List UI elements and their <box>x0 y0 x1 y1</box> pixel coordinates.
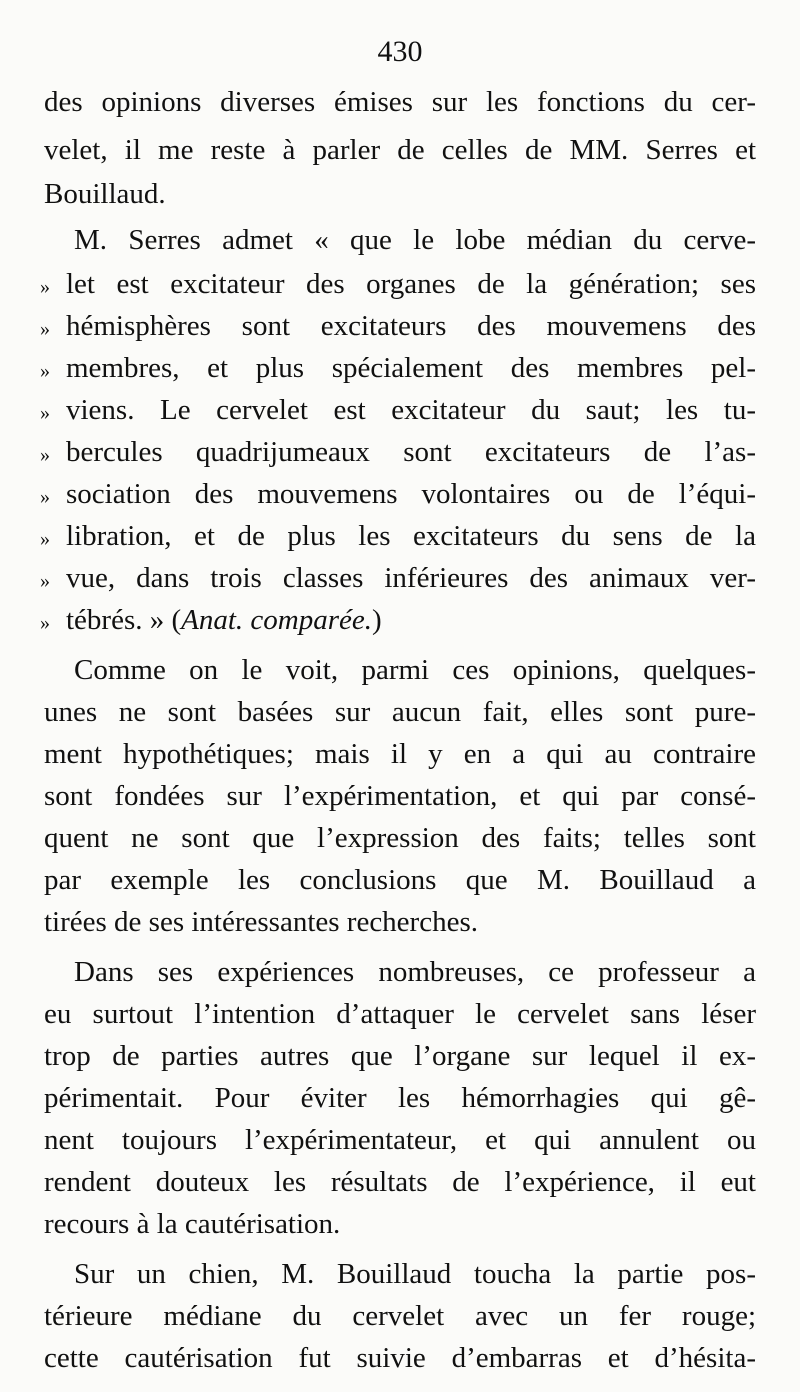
text-line: rendent douteux les résultats de l’expérience, il eut <box>44 1166 756 1198</box>
text-line: sont fondées sur l’expérimentation, et qui par consé- <box>44 780 756 812</box>
text-line: Sur un chien, M. Bouillaud toucha la partie pos- <box>74 1258 756 1290</box>
quoted-line <box>40 348 756 391</box>
text-line: cette cautérisation fut suivie d’embarras et d’hésita- <box>44 1342 756 1374</box>
quoted-text: hémisphères sont excitateurs des mouvemens des <box>66 310 756 342</box>
quoted-line <box>40 306 756 349</box>
text-line: térieure médiane du cervelet avec un fer rouge; <box>44 1300 756 1332</box>
text-line: des opinions diverses émises sur les fonctions du cer- <box>44 86 756 118</box>
text-line: nent toujours l’expérimentateur, et qui annulent ou <box>44 1124 756 1156</box>
quoted-text: sociation des mouvemens volontaires ou de l’équi- <box>66 478 756 510</box>
quote-mark: » <box>40 570 50 592</box>
quoted-text: bercules quadrijumeaux sont excitateurs de l’as- <box>66 436 756 468</box>
text-line: unes ne sont basées sur aucun fait, elles sont pure- <box>44 696 756 728</box>
text-line: Dans ses expériences nombreuses, ce professeur a <box>74 956 756 988</box>
quoted-line <box>40 516 756 559</box>
quoted-line <box>40 600 756 643</box>
quoted-text: vue, dans trois classes inférieures des animaux ver- <box>66 562 756 594</box>
text-line: recours à la cautérisation. <box>44 1208 341 1240</box>
quoted-text: tébrés. » ( <box>66 604 182 636</box>
text-line: M. Serres admet « que le lobe médian du cerve- <box>74 224 756 256</box>
quoted-line <box>40 390 756 433</box>
text-line: par exemple les conclusions que M. Bouillaud a <box>44 864 756 896</box>
quoted-text: let est excitateur des organes de la génération; ses <box>66 268 756 300</box>
quoted-line <box>40 264 756 307</box>
quoted-text: membres, et plus spécialement des membres pel- <box>66 352 756 384</box>
text-line: tirées de ses intéressantes recherches. <box>44 906 478 938</box>
page-number: 430 <box>377 35 423 68</box>
quote-mark: » <box>40 276 50 298</box>
text-line: eu surtout l’intention d’attaquer le cervelet sans léser <box>44 998 756 1030</box>
quote-mark: » <box>40 612 50 634</box>
text-line: Bouillaud. <box>44 178 166 210</box>
quoted-text: ) <box>372 604 382 636</box>
quoted-text: viens. Le cervelet est excitateur du saut; les tu- <box>66 394 756 426</box>
quote-mark: » <box>40 402 50 424</box>
quoted-line <box>40 558 756 601</box>
text-line: périmentait. Pour éviter les hémorrhagies qui gê- <box>44 1082 756 1114</box>
text-line: trop de parties autres que l’organe sur lequel il ex- <box>44 1040 756 1072</box>
citation: Anat. comparée. <box>181 604 373 636</box>
quote-mark: » <box>40 318 50 340</box>
text-line: Comme on le voit, parmi ces opinions, quelques- <box>74 654 756 686</box>
quoted-line <box>40 474 756 517</box>
quoted-text: libration, et de plus les excitateurs du sens de la <box>66 520 756 552</box>
quote-mark: » <box>40 444 50 466</box>
quote-mark: » <box>40 486 50 508</box>
text-line: velet, il me reste à parler de celles de MM. Serres et <box>44 134 756 166</box>
quote-mark: » <box>40 360 50 382</box>
text-line: quent ne sont que l’expression des faits; telles sont <box>44 822 756 854</box>
quote-mark: » <box>40 528 50 550</box>
text-line: ment hypothétiques; mais il y en a qui au contraire <box>44 738 756 770</box>
quoted-line <box>40 432 756 475</box>
